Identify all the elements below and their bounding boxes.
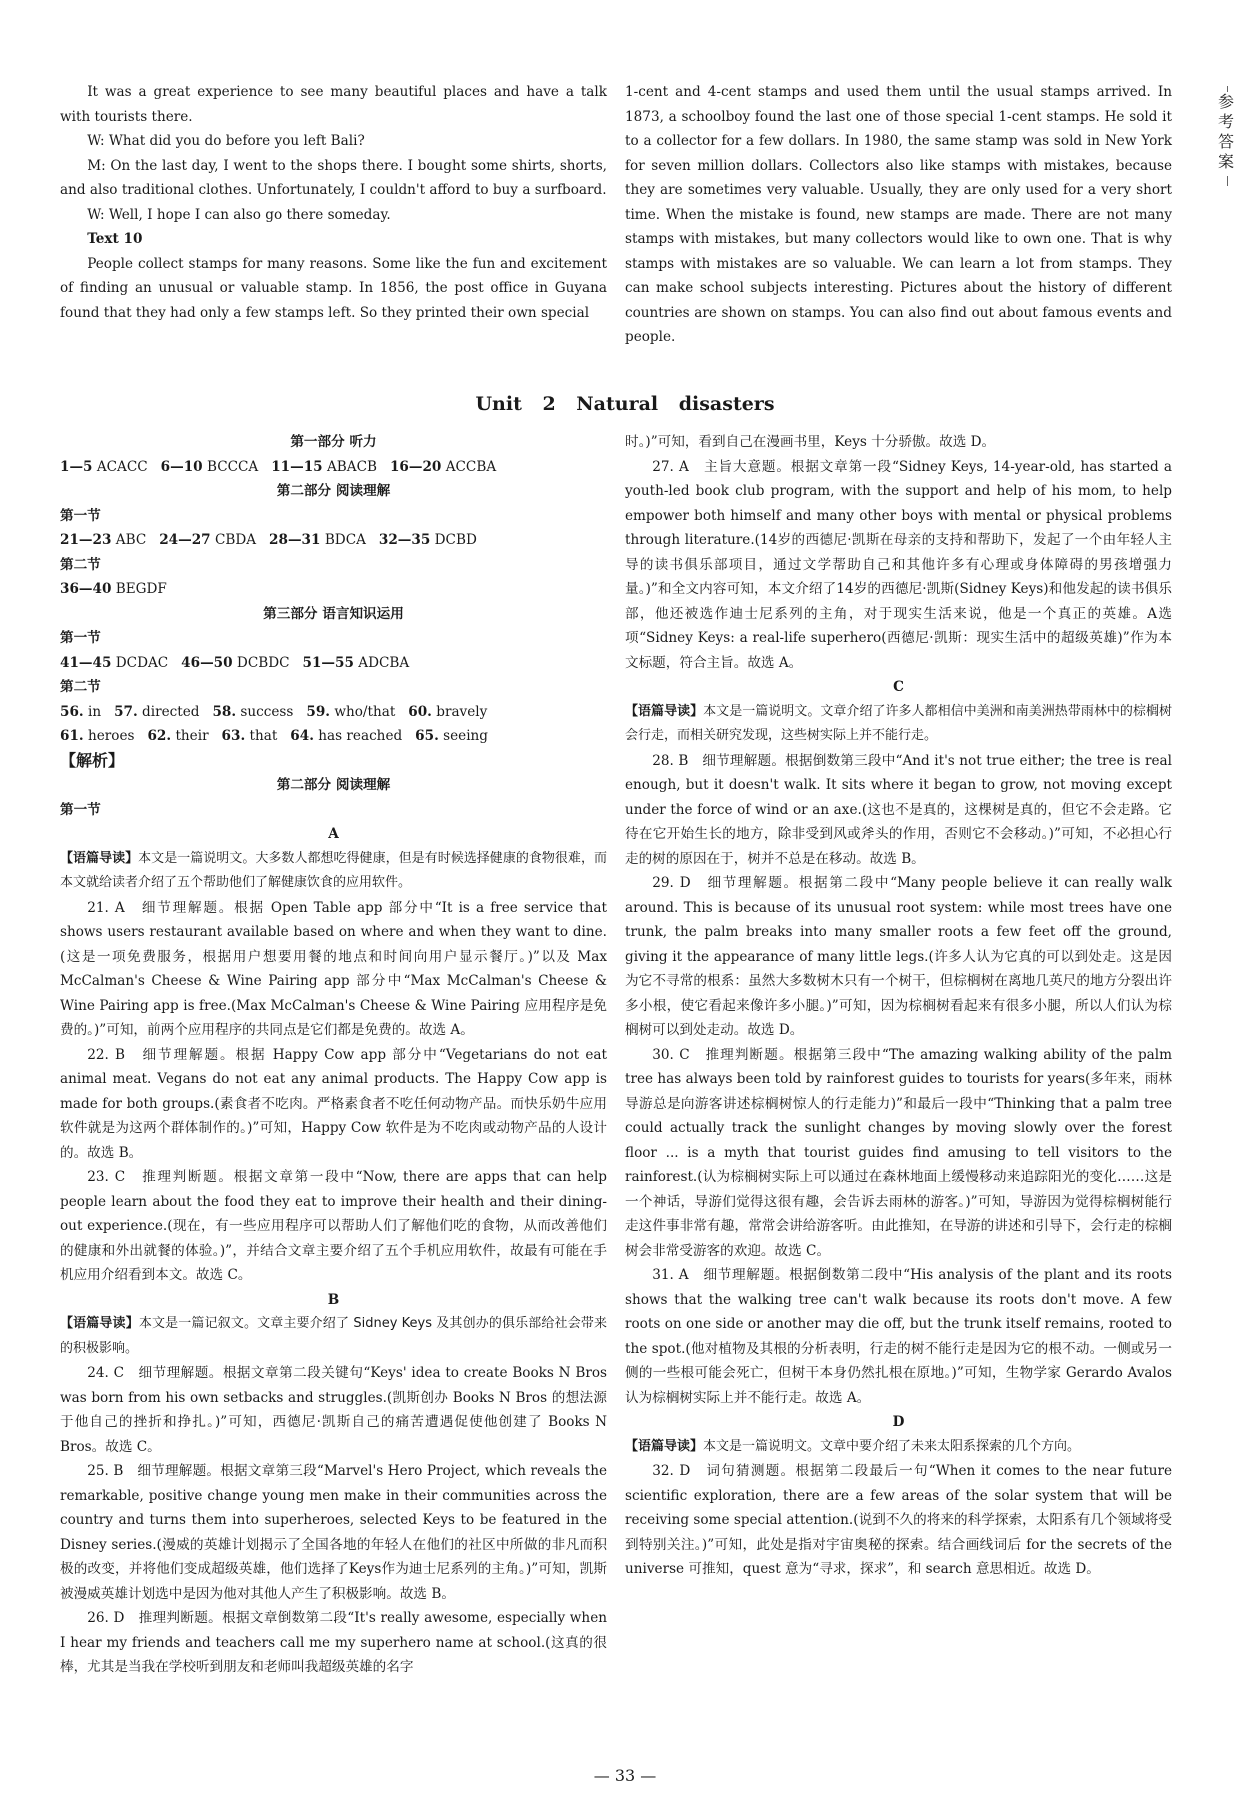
answer-row: 36—40 BEGDF xyxy=(60,581,167,597)
analysis-heading: 【解析】 xyxy=(60,750,125,770)
answer-row: 61. heroes 62. their 63. that 64. has reached 65. seeing xyxy=(60,728,489,744)
top-left-column xyxy=(60,80,607,325)
passage-letter: B xyxy=(327,1291,340,1308)
passage-letter: D xyxy=(892,1414,905,1430)
passage-intro: 【语篇导读】本文是一篇说明文。文章介绍了许多人都相信中美洲和南美洲热带雨林中的棕榈树会行走，而相关研究发现，这些树实际上并不能行走。 xyxy=(625,703,1172,743)
section-heading: Text 10 xyxy=(87,231,143,247)
passage-letter: C xyxy=(893,679,904,695)
answer-row: 21—23 ABC 24—27 CBDA 28—31 BDCA 32—35 DCBD xyxy=(60,532,477,548)
passage-letter: A xyxy=(328,826,339,842)
section-heading: 第一节 xyxy=(60,630,101,646)
divider xyxy=(1227,86,1228,92)
sidebar-label: 参考答案 xyxy=(1218,92,1235,171)
paragraph: People collect stamps for many reasons. Some like the fun and excitement of finding an unusual or valuable stamp. In 1856, the post office in Guyana found that they had only a few stamps left. So they printed their own special xyxy=(60,255,607,321)
question-analysis: 25. B 细节理解题。根据文章第三段“Marvel's Hero Project, which reveals the remarkable, positive change young men make in their communities across the country and turns them into superheroes, selected Keys to be featured in the Disney series.(漫威的英雄计划揭示了全国各地的年轻人在他们的社区中所做的非凡而积极的改变，并将他们变成超级英雄，他们选择了Keys作为迪士尼系列的主角。)”可知，凯斯被漫威英雄计划选中是因为他对其他人产生了积极影响。故选 B。 xyxy=(60,1463,607,1602)
paragraph: W: Well, I hope I can also go there someday. xyxy=(87,206,391,223)
question-analysis: 时。)”可知，看到自己在漫画书里，Keys 十分骄傲。故选 D。 xyxy=(625,434,996,450)
part-heading: 第二部分 阅读理解 xyxy=(276,777,391,793)
answers-column xyxy=(60,430,607,1680)
passage-intro: 【语篇导读】本文是一篇记叙文。文章主要介绍了 Sidney Keys 及其创办的俱乐部给社会带来的积极影响。 xyxy=(60,1316,607,1356)
divider xyxy=(1227,176,1228,186)
paragraph: M: On the last day, I went to the shops there. I bought some shirts, shorts, and also traditional clothes. Unfortunately, I couldn't afford to buy a surfboard. xyxy=(60,157,607,198)
answer-row: 56. in 57. directed 58. success 59. who/that 60. bravely xyxy=(60,703,488,720)
question-analysis: 26. D 推理判断题。根据文章倒数第二段“It's really awesome, especially when I hear my friends and teachers call me my superhero name at school.(这真的很棒，尤其是当我在学校听到朋友和老师叫我超级英雄的名字 xyxy=(60,1610,607,1675)
question-analysis: 28. B 细节理解题。根据倒数第三段中“And it's not true either; the tree is real enough, but it doesn't walk. It sits where it began to grow, not moving except under the force of wind or an axe.(这也不是真的，这棵树是真的，但它不会走路。它待在它开始生长的地方，除非受到风或斧头的作用，否则它不会移动。)”可知，不必担心行走的树的原因在于，树并不总是在移动。故选 B。 xyxy=(625,752,1172,867)
question-analysis: 23. C 推理判断题。根据文章第一段中“Now, there are apps that can help people learn about the food they eat to improve their health and their dining-out experience.(现在，有一些应用程序可以帮助人们了解他们吃的食物，从而改善他们的健康和外出就餐的体验。)”，并结合文章主要介绍了五个手机应用软件，故最有可能在手机应用介绍看到本文。故选 C。 xyxy=(60,1169,607,1283)
question-analysis: 24. C 细节理解题。根据文章第二段关键句“Keys' idea to create Books N Bros was born from his own setbacks and struggles.(凯斯创办 Books N Bros 的想法源于他自己的挫折和挣扎。)”可知，西德尼·凯斯自己的痛苦遭遇促使他创建了 Books N Bros。故选 C。 xyxy=(60,1365,607,1455)
question-analysis: 29. D 细节理解题。根据第二段中“Many people believe it can really walk around. This is because of its unusual root system: while most trees have one trunk, the palm breaks into many smaller roots a few feet off the ground, giving it the appearance of many little legs.(许多人认为它真的可以到处走。这是因为它不寻常的根系：虽然大多数树木只有一个树干，但棕榈树在离地几英尺的地方分裂出许多小根，使它看起来像许多小腿。)”可知，因为棕榈树看起来有很多小腿，所以人们认为棕榈树可以到处走动。故选 D。 xyxy=(625,875,1172,1038)
section-heading: 第二节 xyxy=(60,679,101,695)
answer-row: 1—5 ACACC 6—10 BCCCA 11—15 ABACB 16—20 ACCBA xyxy=(60,458,497,475)
paragraph: W: What did you do before you left Bali? xyxy=(87,133,365,149)
part-heading: 第三部分 语言知识运用 xyxy=(263,605,404,622)
part-heading: 第一部分 听力 xyxy=(290,434,377,450)
question-analysis: 22. B 细节理解题。根据 Happy Cow app 部分中“Vegetarians do not eat animal meat. Vegans do not eat any animal products. The Happy Cow app is made for both groups.(素食者不吃肉。严格素食者不吃任何动物产品。而快乐奶牛应用软件就是为这两个群体制作的。)”可知，Happy Cow 软件是为不吃肉或动物产品的人设计的。故选 B。 xyxy=(60,1046,607,1161)
sidebar-tab xyxy=(1218,92,1238,172)
paragraph: 1-cent and 4-cent stamps and used them until the usual stamps arrived. In 1873, a schoolboy found the last one of those special 1-cent stamps. He sold it to a collector for a few dollars. In 1980, the same stamp was sold in New York for seven million dollars. Collectors also like stamps with mistakes, because they are sometimes very valuable. Usually, they are only used for a very short time. When the mistake is found, new stamps are made. There are not many stamps with mistakes, but many collectors would like to own one. That is why stamps with mistakes are so valuable. We can learn a lot from stamps. They can make school subjects interesting. Pictures about the history of different countries are shown on stamps. You can also find out about famous events and people. xyxy=(625,84,1172,345)
question-analysis: 32. D 词句猜测题。根据第二段最后一句“When it comes to the near future scientific exploration, there are a few areas of the solar system that will be receiving some special attention.(说到不久的将来的科学探索，太阳系有几个领域将受到特别关注。)”可知，此处是指对宇宙奥秘的探索。结合画线词后 for the secrets of the universe 可推知，quest 意为“寻求，探求”，和 search 意思相近。故选 D。 xyxy=(625,1463,1172,1577)
question-analysis: 21. A 细节理解题。根据 Open Table app 部分中“It is a free service that shows users restaurant available based on where and when they want to dine.(这是一项免费服务，根据用户想要用餐的地点和时间向用户显示餐厅。)”以及 Max McCalman's Cheese & Wine Pairing app 部分中“Max McCalman's Cheese & Wine Pairing app is free.(Max McCalman's Cheese & Wine Pairing 应用程序是免费的。)”可知，前两个应用程序的共同点是它们都是免费的。故选 A。 xyxy=(60,899,607,1038)
question-analysis: 30. C 推理判断题。根据第三段中“The amazing walking ability of the palm tree has always been told by rainforest guides to tourists for years(多年来，雨林导游总是向游客讲述棕榈树惊人的行走能力)”和最后一段中“Thinking that a palm tree could actually track the sunlight changes by moving slowly over the forest floor ... is a myth that tourist guides find amusing to tell visitors to the rainforest.(认为棕榈树实际上可以通过在森林地面上缓慢移动来追踪阳光的变化……这是一个神话，导游们觉得这很有趣，会告诉去雨林的游客。)”可知，导游因为觉得棕榈树能行走这件事非常有趣，常常会讲给游客听。由此推知，在导游的讲述和引导下，会行走的棕榈树会非常受游客的欢迎。故选 C。 xyxy=(625,1046,1172,1259)
section-heading: 第二节 xyxy=(60,556,101,573)
analysis-column xyxy=(625,430,1172,1582)
page-number: — 33 — xyxy=(593,1766,657,1785)
unit-title: Unit 2 Natural disasters xyxy=(475,393,775,415)
answer-row: 41—45 DCDAC 46—50 DCBDC 51—55 ADCBA xyxy=(60,654,410,671)
paragraph: It was a great experience to see many beautiful places and have a talk with tourists there. xyxy=(60,84,607,125)
passage-intro: 【语篇导读】本文是一篇说明文。文章中要介绍了未来太阳系探索的几个方向。 xyxy=(625,1438,1081,1454)
part-heading: 第二部分 阅读理解 xyxy=(276,483,391,499)
top-right-column xyxy=(625,80,1172,350)
question-analysis: 27. A 主旨大意题。根据文章第一段“Sidney Keys, 14-year-old, has started a youth-led book club program, with the support and help of his mom, to help empower both himself and many other boys with mental or physical problems through literature.(14岁的西德尼·凯斯在母亲的支持和帮助下，发起了一个由年轻人主导的读书俱乐部项目，通过文学帮助自己和其他许多有心理或身体障碍的男孩增强力量。)”和全文内容可知，本文介绍了14岁的西德尼·凯斯(Sidney Keys)和他发起的读书俱乐部，他还被选作迪士尼系列的主角，对于现实生活来说，他是一个真正的英雄。A选项“Sidney Keys: a real-life superhero(西德尼·凯斯：现实生活中的超级英雄)”作为本文标题，符合主旨。故选 A。 xyxy=(625,458,1172,671)
section-heading: 第一节 xyxy=(60,507,101,524)
passage-intro: 【语篇导读】本文是一篇说明文。大多数人都想吃得健康，但是有时候选择健康的食物很难，而本文就给读者介绍了五个帮助他们了解健康饮食的应用软件。 xyxy=(60,850,607,890)
question-analysis: 31. A 细节理解题。根据倒数第二段中“His analysis of the plant and its roots shows that the walking tree can't walk because its roots don't move. A few roots on one side or another may die off, but the trunk itself remains, rooted to the spot.(他对植物及其根的分析表明，行走的树不能行走是因为它的根不动。一侧或另一侧的一些根可能会死亡，但树干本身仍然扎根在原地。)”可知，生物学家 Gerardo Avalos 认为棕榈树实际上并不能行走。故选 A。 xyxy=(625,1267,1172,1406)
section-heading: 第一节 xyxy=(60,801,101,818)
